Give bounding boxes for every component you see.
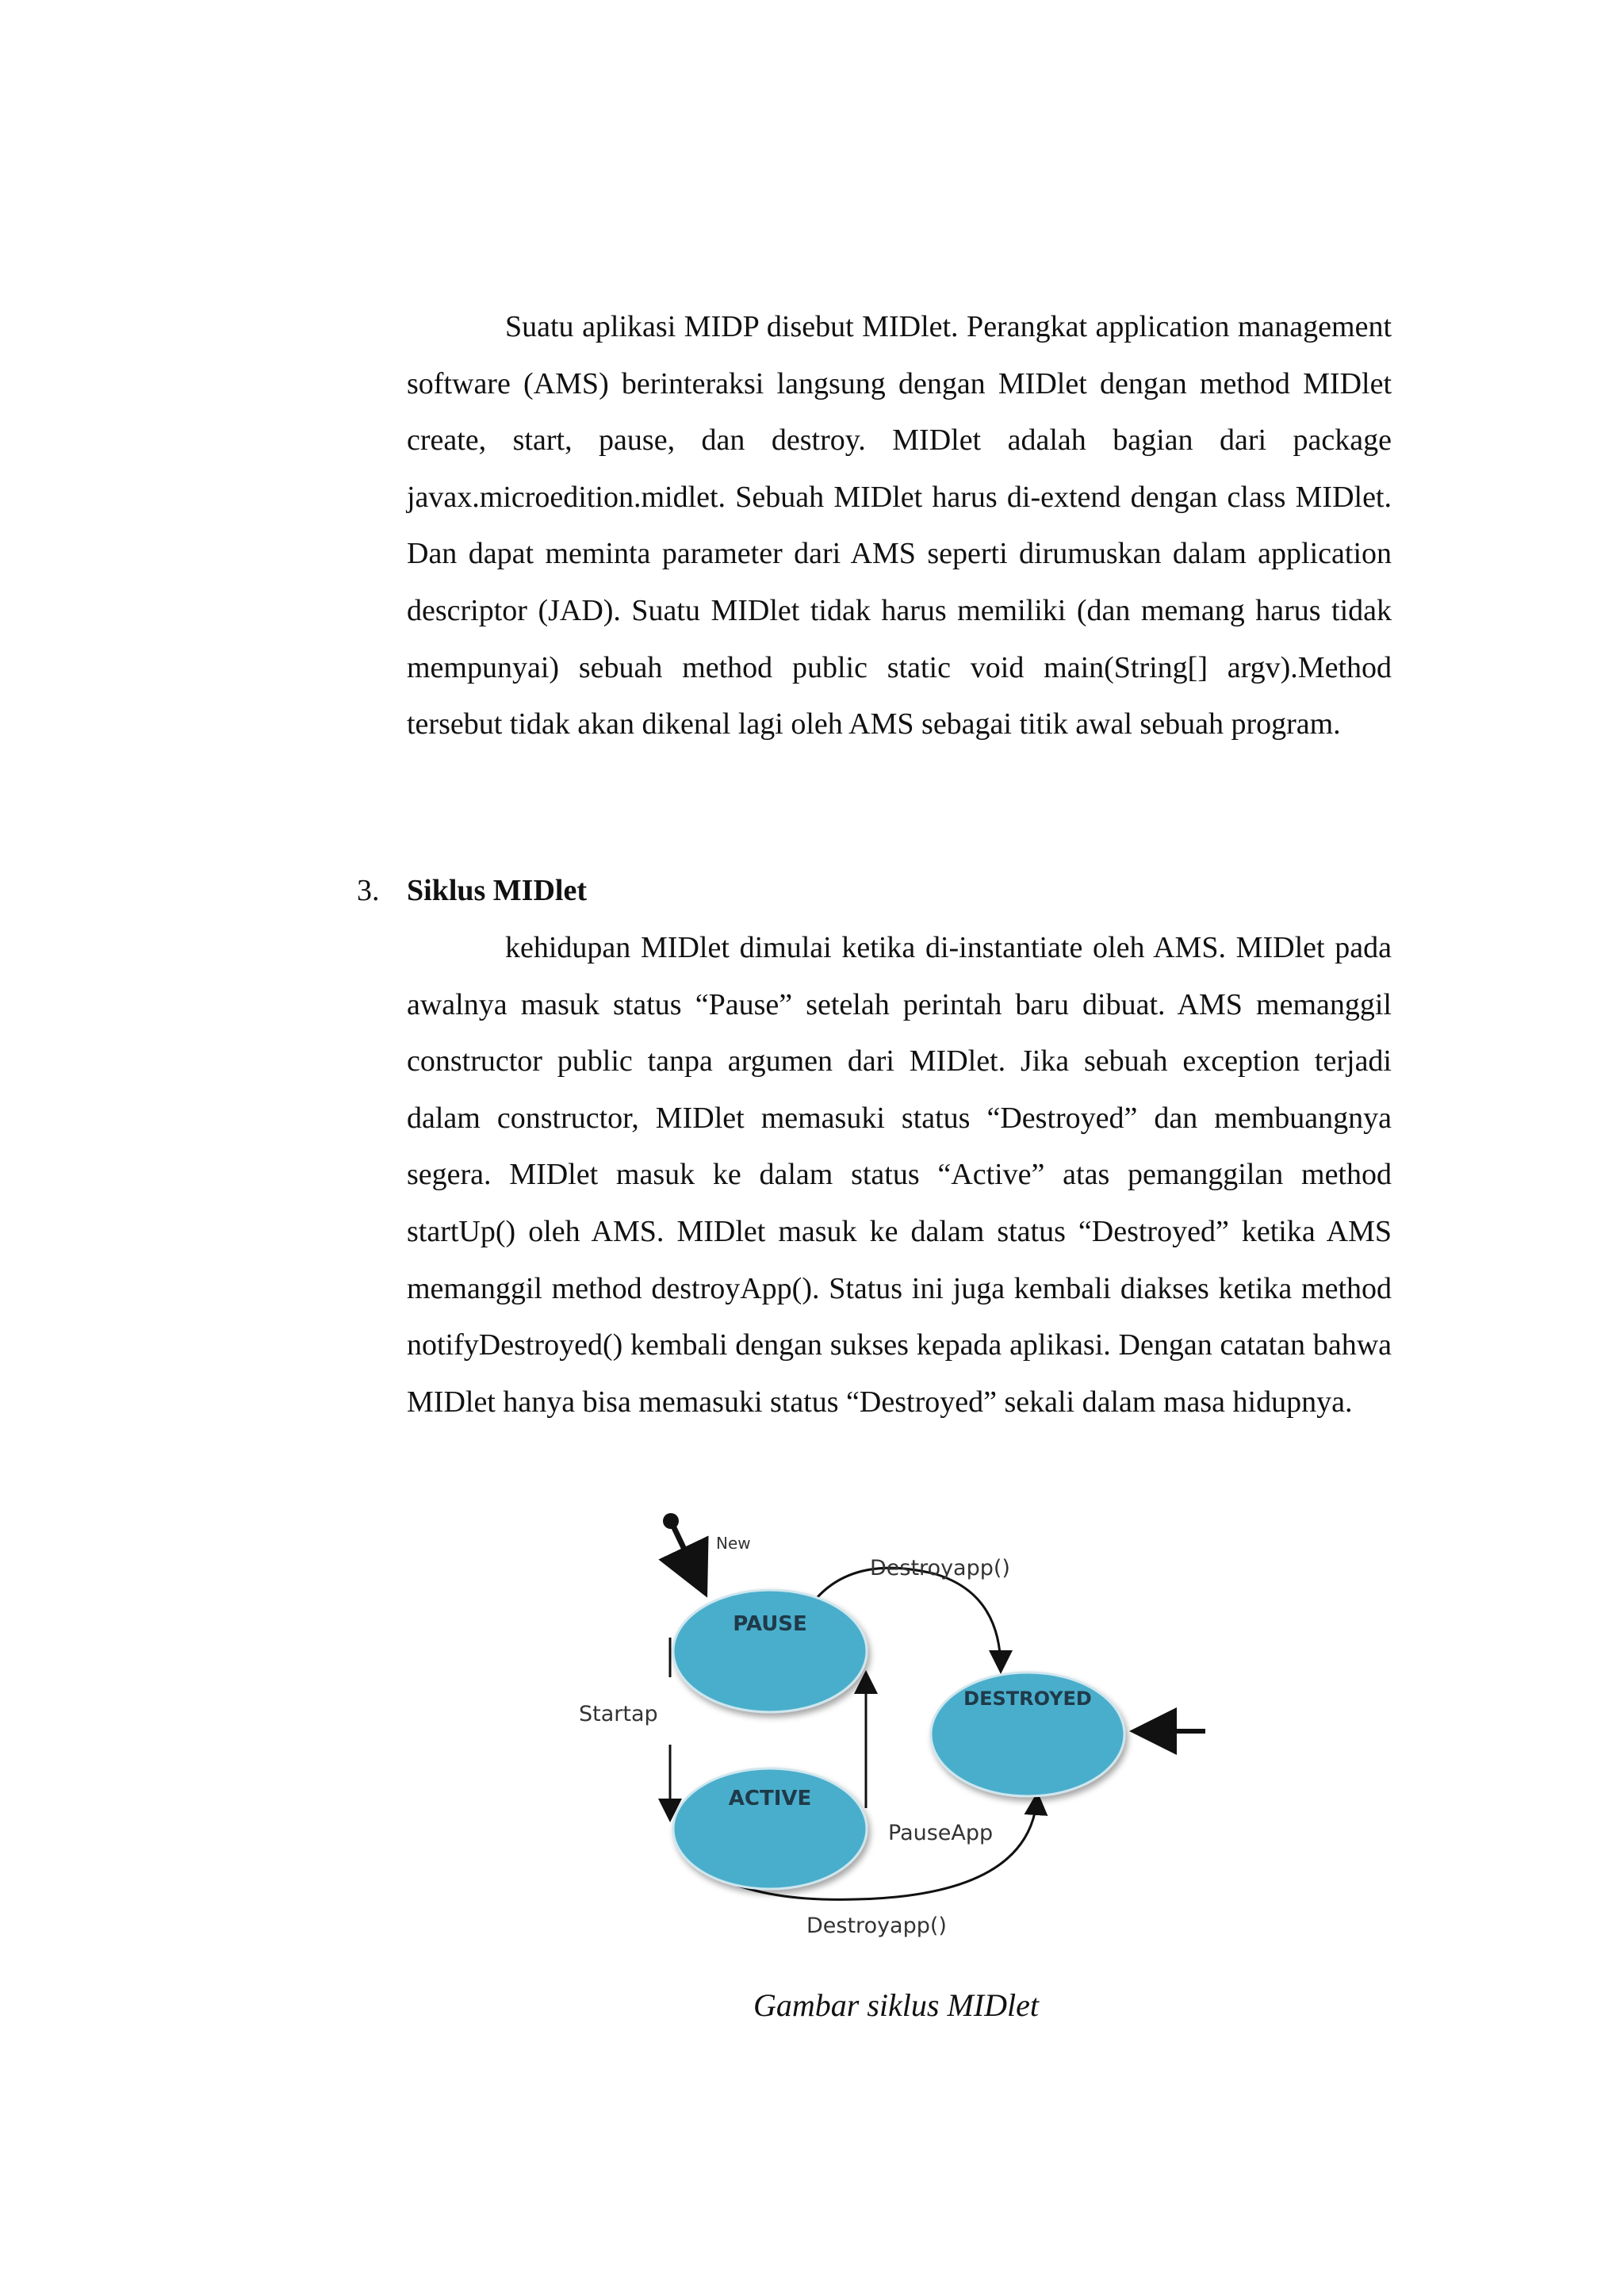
destroy-top-label: Destroyapp() (870, 1556, 1010, 1580)
startap-label: Startap (579, 1702, 658, 1726)
destroy-bottom-label: Destroyapp() (806, 1914, 947, 1938)
section-title: Siklus MIDlet (407, 874, 587, 907)
active-node-label: ACTIVE (728, 1787, 812, 1810)
section-number: 3. (357, 874, 380, 907)
destroyed-node-label: DESTROYED (963, 1688, 1092, 1710)
figure-caption: Gambar siklus MIDlet (753, 1987, 1039, 2023)
midlet-lifecycle-diagram (555, 1503, 1253, 1963)
new-arrow (671, 1521, 703, 1588)
section-heading (357, 863, 587, 920)
pause-node (673, 1590, 867, 1712)
new-label: New (716, 1534, 751, 1553)
siklus-paragraph: kehidupan MIDlet dimulai ketika di-instantiate oleh AMS. MIDlet pada awalnya masuk status “Pause” setelah perintah baru dibuat. AMS memanggil constructor public tanpa argumen dari MIDlet. Jika sebuah exception terjadi dalam constructor, MIDlet memasuki status “Destroyed” dan membuangnya segera. MIDlet masuk ke dalam status “Active” atas pemanggilan method startUp() oleh AMS. MIDlet masuk ke dalam status “Destroyed” ketika AMS memanggil method destroyApp(). Status ini juga kembali diakses ketika method notifyDestroyed() kembali dengan sukses kepada aplikasi. Dengan catatan bahwa MIDlet hanya bisa memasuki status “Destroyed” sekali dalam masa hidupnya. (407, 931, 1392, 1419)
pauseapp-label: PauseApp (888, 1821, 994, 1845)
pause-node-label: PAUSE (733, 1612, 807, 1636)
intro-paragraph: Suatu aplikasi MIDP disebut MIDlet. Perangkat application management software (AMS) berinteraksi langsung dengan MIDlet dengan method MIDlet create, start, pause, dan destroy. MIDlet adalah bagian dari package javax.microedition.midlet. Sebuah MIDlet harus di-extend dengan class MIDlet. Dan dapat meminta parameter dari AMS seperti dirumuskan dalam application descriptor (JAD). Suatu MIDlet tidak harus memiliki (dan memang harus tidak mempunyai) sebuah method public static void main(String[] argv).Method tersebut tidak akan dikenal lagi oleh AMS sebagai titik awal sebuah program. (407, 310, 1392, 741)
